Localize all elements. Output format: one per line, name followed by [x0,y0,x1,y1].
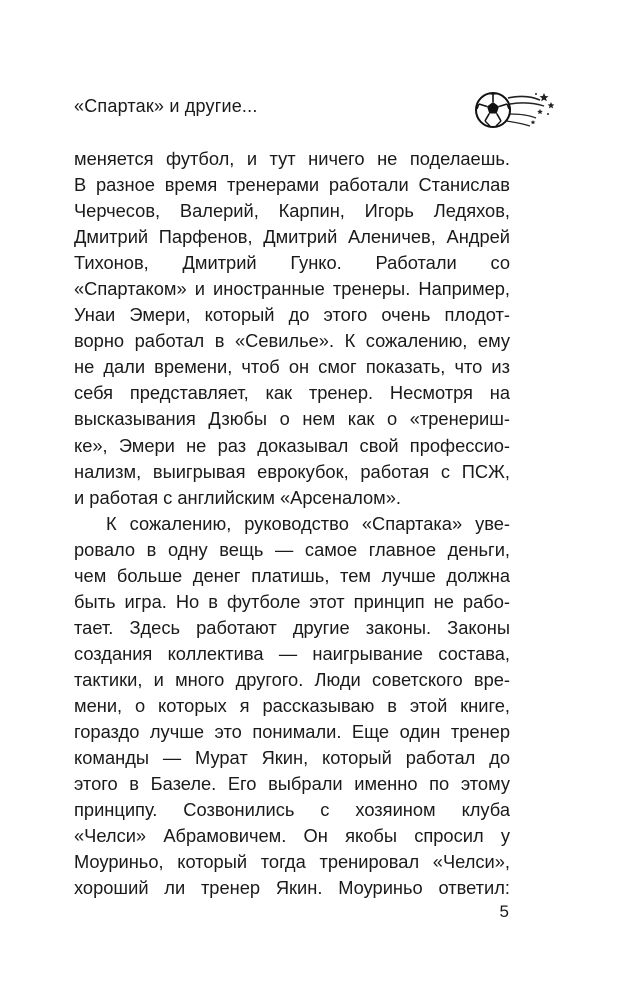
text-line: Дмитрий Парфенов, Дмитрий Аленичев, Андрей [74,226,510,248]
text-line: К сожалению, руководство «Спартака» уве- [106,512,510,534]
text-line: Моуриньо, который тогда тренировал «Челси», [74,851,510,873]
text-line: создания коллектива — наигрывание состава, [74,642,510,664]
text-line: мени, о которых я рассказываю в этой книге, [74,694,510,716]
text-line: ворно работал в «Севилье». К сожалению, ему [74,330,510,352]
text-line: команды — Мурат Якин, который работал до [74,747,510,769]
text-line: Тихонов, Дмитрий Гунко. Работали со [74,252,510,274]
text-line: гораздо лучше это понимали. Еще один тренер [74,721,510,743]
text-line: «Спартаком» и иностранные тренеры. Например, [74,278,510,300]
text-line: меняется футбол, и тут ничего не поделаешь. [74,148,510,169]
text-line: ровало в одну вещь — самое главное деньги, [74,538,510,560]
text-line: этого в Базеле. Его выбрали именно по этому [74,773,510,795]
text-line: и работая с английским «Арсеналом». [74,486,401,508]
text-line: тактики, и много другого. Люди советского вре- [74,668,510,690]
running-title: «Спартак» и другие... [74,96,258,116]
text-line: высказывания Дзюбы о нем как о «тренериш- [74,408,510,430]
soccer-ball-with-stars-icon [474,90,556,130]
text-line: Черчесов, Валерий, Карпин, Игорь Ледяхов, [74,200,510,222]
text-line: себя представляет, как тренер. Несмотря на [74,382,510,404]
text-line: принципу. Созвонились с хозяином клуба [74,799,510,821]
text-line: ке», Эмери не раз доказывал свой профессио- [74,434,510,456]
text-line: Унаи Эмери, который до этого очень плодот- [74,304,510,326]
text-line: хороший ли тренер Якин. Моуриньо ответил: [74,877,510,899]
text-line: нализм, выигрывая еврокубок, работая с ПСЖ, [74,460,510,482]
text-line: В разное время тренерами работали Станислав [74,174,510,196]
running-header [74,90,554,130]
page-number: 5 [499,902,509,921]
text-line: не дали времени, чтоб он смог показать, что из [74,356,510,378]
text-line: быть игра. Но в футболе этот принцип не рабо- [74,590,510,612]
text-line: чем больше денег платишь, тем лучше должна [74,564,510,586]
text-line: «Челси» Абрамовичем. Он якобы спросил у [74,825,510,847]
text-line: тает. Здесь работают другие законы. Законы [74,616,510,638]
body-text [74,146,510,901]
